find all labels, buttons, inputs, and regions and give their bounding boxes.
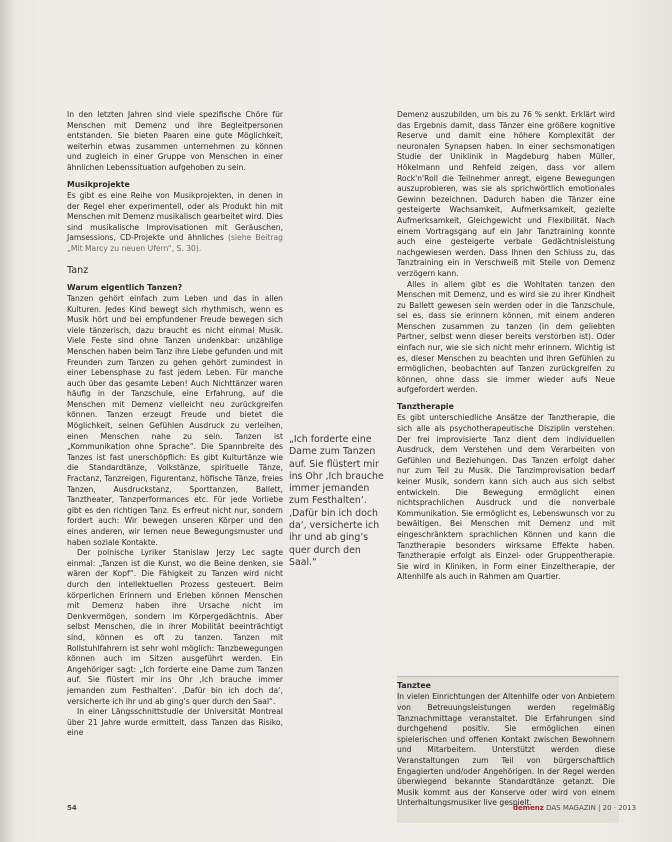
pull-quote-text: „Ich forderte eine Dame zum Tanzen auf. Sie flüstert mir ins Ohr ,Ich brauche immer jemanden zum Festhalten‘. ,Dafür bin ich doch da‘, versicherte ich ihr und ab ging’s quer durch den Saal.“	[289, 434, 384, 568]
musikprojekte-text: Es gibt es eine Reihe von Musikprojekten, in denen in der Regel eher experimentell, oder als Produkt hin mit Menschen mit Demenz musikalisch gearbeitet wird. Dies sind musikalische Improvisationen mit Geräuschen, Jamsessions, CD-Projekte und ähnliches	[67, 190, 283, 243]
warum-paragraph: Tanzen gehört einfach zum Leben und das in allen Kulturen. Jedes Kind bewegt sich rhythmisch, wenn es Musik hört und bei empfundener Freude bewegen sich viele tänzerisch, dazu braucht es nicht einmal Musik. Viele Feste sind ohne Tanzen undenkbar: unzählige Menschen haben beim Tanz ihre Liebe gefunden und mit Freunden zum Tanzen zu gehen gehört zumindest in einer Lebensphase zu fast jedem Leben. Für manche auch über das gesamte Leben! Auch Nichttänzer waren häufig in der Tanzschule, eine Erfahrung, auf die Menschen mit Demenz vielleicht neu zurückgreifen können. Tanzen erzeugt Freude und bietet die Möglichkeit, seinen Gefühlen Ausdruck zu verleihen, einen Menschen nahe zu sein. Tanzen ist „Kommunikation ohne Sprache“. Die Spannbreite des Tanzes ist fast unerschöpflich: Es gibt Kulturtänze wie die Standardtänze, Volkstänze, spirituelle Tänze, Fractanz, Tanzreigen, Figurentanz, höfische Tänze, freies Tanzen, Ausdruckstanz, Sporttanzen, Ballett, Tanztheater, Tanzperformances etc. Für jede Vorliebe gibt es den richtigen Tanz. Es erfreut nicht nur, sondern fordert auch: Wir bewegen unseren Körper und den eines anderen, wir lernen neue Bewegungsmuster und haben soziale Kontakte.	[67, 293, 283, 547]
tanztee-heading: Tanztee	[397, 681, 431, 690]
page-number: 54	[67, 804, 77, 812]
study-paragraph: In einer Längsschnittstudie der Universität Montreal über 21 Jahre wurde ermittelt, dass Tanzen das Risiko, eine	[67, 707, 283, 738]
tanztherapie-heading: Tanztherapie	[397, 402, 454, 412]
right-column	[397, 110, 615, 583]
lec-paragraph: Der polnische Lyriker Stanislaw Jerzy Lec sagte einmal: „Tanzen ist die Kunst, wo die Beine denken, sie wären der Kopf“. Die Fähigkeit zu Tanzen wird nicht durch den intellektuellen Prozess gesteuert. Beim körperlichen Erinnern und Erleben können Menschen mit Demenz haben ihre Ursache nicht im Denkvermögen, sondern im Körpergedächtnis. Aber selbst Menschen, die in ihrer Mobilität beeinträchtigt sind, können es oft zu tanzen. Tanzen mit Rollstuhlfahrern ist sehr wohl möglich: Tanzbewegungen können auch im Sitzen ausgeführt werden. Ein Angehöriger sagt: „Ich forderte eine Dame zum Tanzen auf. Sie flüstert mir ins Ohr ,Ich brauche immer jemanden zum Festhalten‘. ,Dafür bin ich doch da‘, versicherte ich ihr und ab ging’s quer durch den Saal“.	[67, 548, 283, 706]
tanztherapie-paragraph: Es gibt unterschiedliche Ansätze der Tanztherapie, die sich alle als psychotherapeutische Disziplin verstehen. Der frei improvisierte Tanz dient dem individuellen Ausdruck, dem Verstehen und dem Verarbeiten von Gefühlen und Beziehungen. Das Tanzen erfolgt daher nur zum Teil zu Musik. Die Tanzimprovisation bedarf keiner Musik, sondern kann sich auch aus sich selbst entwickeln. Die Bewegung ermöglicht einen nichtsprachlichen Ausdruck und die nonverbale Kommunikation. Sie ermöglicht es, Lebenswunsch vor zu bewältigen. Bei Menschen mit Demenz und mit eingeschränktem sprachlichen Können und kann die Tanztherapie besonders wirksame Effekte haben. Tanztherapie erfolgt als Einzel- oder Gruppentherapie. Sie wird in Kliniken, in Form einer Einzeltherapie, der Altenhilfe als auch in Rahmen am Quartier.	[397, 413, 615, 582]
warum-heading: Warum eigentlich Tanzen?	[67, 282, 183, 292]
musikprojekte-reference: (siehe Beitrag „Mit Marcy zu neuen Ufern“, S. 30).	[67, 233, 283, 253]
right-paragraph-2: Alles in allem gibt es die Wohltaten tanzen den Menschen mit Demenz, und es wird sie zu ihrer Kindheit zu Ballett gewesen sein werden oder in die Tanzschule, sei es, dass sie erinnern können, mit einem anderen Menschen zusammen zu tanzen (in dem geliebten Partner, selbst wenn dieser bereits verstorben ist). Oder einfach nur, wie sie sich nicht mehr erinnern. Wichtig ist es, dieser Menschen zu beachten und ihren Gefühlen zu ermöglichen, beobachten auf Tanzen zurückgreifen zu können, ohne dass sie immer wieder aufs Neue aufgefordert werden.	[397, 279, 615, 395]
tanztee-box	[397, 676, 619, 823]
right-paragraph-1: Demenz auszubilden, um bis zu 76 % senkt. Erklärt wird das Ergebnis damit, dass Tänzer eine größere kognitive Reserve und damit eine höhere Komplexität der neuronalen Synapsen haben. In einer sechsmonatigen Studie der Uniklinik in Magdeburg haben Müller, Hökelmann und Rehfeld zeigen, dass vor allem Rock'n'Roll die Teilnehmer anregt, eigene Bewegungen auszuprobieren, was sie als sprichwörtlich emotionales Gewinn bezeichnen. Dadurch haben die Tänzer eine gesteigerte Wachsamkeit, Aufmerksamkeit, gezielte Aufmerksamkeit, Gleichgewicht und Flexibilität. Nach einem Vortragsgang auf ein Jahr Tanztraining konnte auch eine gesteigerte verbale Gedächtnisleistung nachgewiesen werden. Dass Ihnen den Schluss zu, das Tanztraining ein in Verschweiß mit Stelle von Demenz verzögern kann.	[397, 110, 615, 278]
journal-footer	[513, 804, 636, 812]
section-heading-tanz: Tanz	[67, 264, 89, 276]
journal-issue: DAS MAGAZIN | 20 · 2013	[546, 804, 637, 812]
left-column	[67, 110, 283, 739]
tanztee-content	[397, 677, 615, 809]
pull-quote	[289, 434, 391, 569]
musikprojekte-heading: Musikprojekte	[67, 179, 130, 189]
tanztee-paragraph: In vielen Einrichtungen der Altenhilfe oder von Anbietern von Betreuungsleistungen werden regelmäßig Tanznachmittage veranstaltet. Die Erfahrungen sind durchgehend positiv. Sie ermöglichen einen spielerischen und offenen Kontakt zwischen Bewohnern und Mitarbeitern. Unterstützt werden diese Veranstaltungen zum Teil von bürgerschaftlich Engagierten und/oder Angehörigen. In der Regel werden überwiegend bekannte Standardtänze getanzt. Die Musik kommt aus der Konserve oder wird von einem Unterhaltungsmusiker live gespielt.	[397, 692, 615, 808]
journal-name: demenz	[513, 804, 544, 812]
musikprojekte-paragraph	[67, 191, 283, 255]
intro-paragraph: In den letzten Jahren sind viele spezifische Chöre für Menschen mit Demenz und ihre Begleitpersonen entstanden. Sie bieten Paaren eine gute Möglichkeit, weiterhin etwas zusammen unternehmen zu können und zugleich in einer Gruppe von Menschen in einer ähnlichen Lebenssituation aufgehoben zu sein.	[67, 110, 283, 172]
